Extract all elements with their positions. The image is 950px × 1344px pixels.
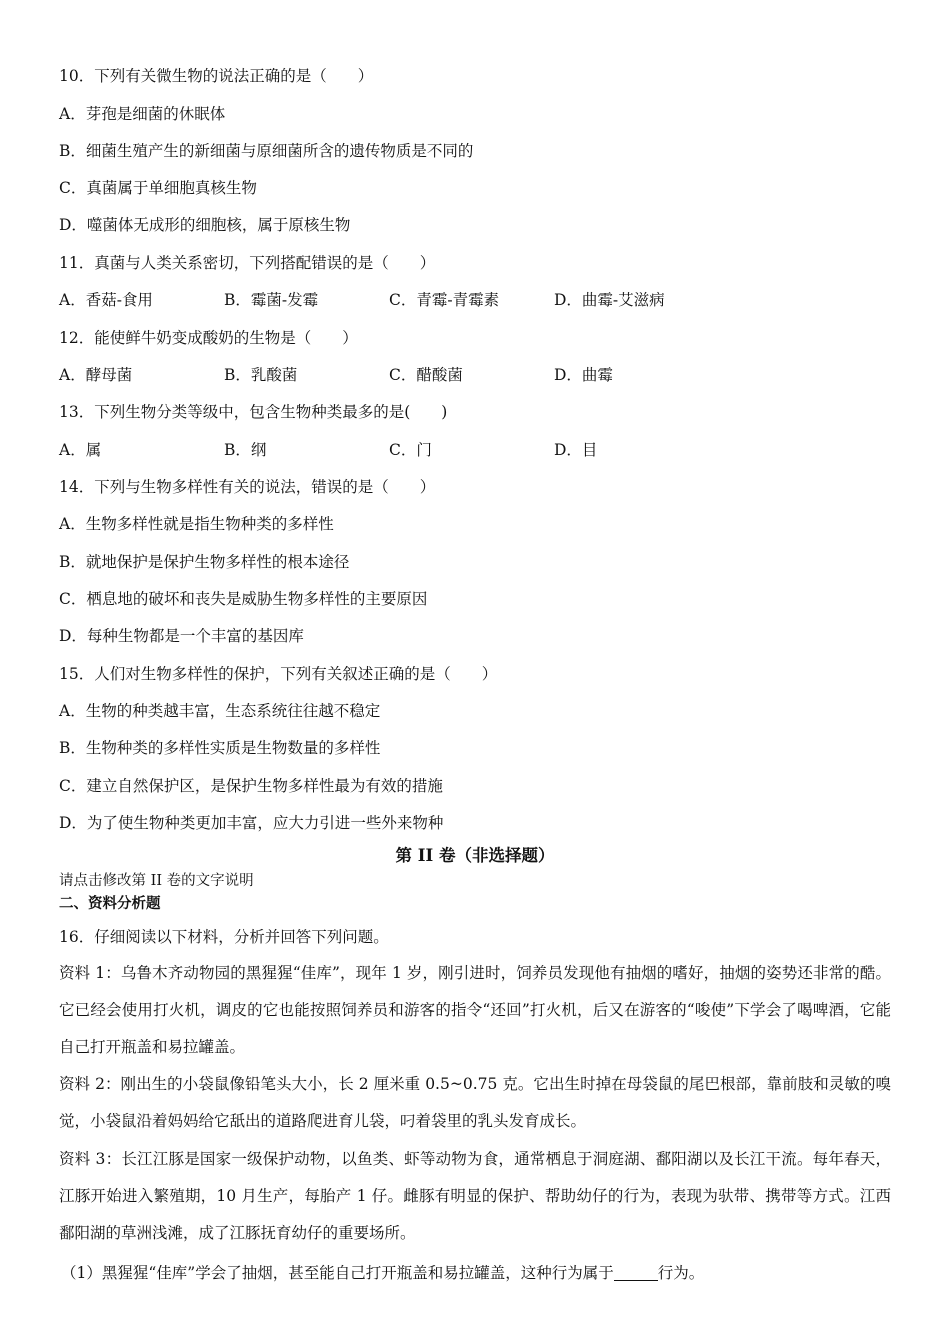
question-12-option-c: C．醋酸菌 bbox=[389, 366, 463, 384]
question-13-option-c: C．门 bbox=[389, 441, 432, 459]
question-15-option-b: B．生物种类的多样性实质是生物数量的多样性 bbox=[59, 739, 381, 757]
question-12-option-d: D．曲霉 bbox=[554, 366, 613, 384]
question-10-stem: 10．下列有关微生物的说法正确的是（ ） bbox=[59, 67, 374, 85]
part-2-title: 第 II 卷（非选择题） bbox=[395, 846, 555, 865]
question-15-option-d: D．为了使生物种类更加丰富，应大力引进一些外来物种 bbox=[59, 814, 444, 832]
question-10-option-b: B．细菌生殖产生的新细菌与原细菌所含的遗传物质是不同的 bbox=[59, 142, 474, 160]
question-11-option-c: C．青霉-青霉素 bbox=[389, 291, 500, 309]
question-14-option-a: A．生物多样性就是指生物种类的多样性 bbox=[59, 515, 334, 533]
question-15-stem: 15．人们对生物多样性的保护，下列有关叙述正确的是（ ） bbox=[59, 665, 498, 683]
question-13-option-a: A．属 bbox=[59, 441, 102, 459]
question-16-stem: 16．仔细阅读以下材料，分析并回答下列问题。 bbox=[59, 928, 389, 946]
question-12-options bbox=[59, 365, 899, 385]
question-11-option-a: A．香菇-食用 bbox=[59, 291, 153, 309]
question-10-option-d: D．噬菌体无成形的细胞核，属于原核生物 bbox=[59, 216, 351, 234]
part-2-note: 请点击修改第 II 卷的文字说明 bbox=[59, 873, 254, 889]
question-11-stem: 11．真菌与人类关系密切，下列搭配错误的是（ ） bbox=[59, 254, 436, 272]
material-2: 资料 2：刚出生的小袋鼠像铅笔头大小，长 2 厘米重 0.5~0.75 克。它出生时掉在母袋鼠的尾巴根部，靠前肢和灵敏的嗅觉，小袋鼠沿着妈妈给它舐出的道路爬进育儿袋，叼着袋里的乳头发育成长。 bbox=[59, 1075, 891, 1130]
question-12-option-b: B．乳酸菌 bbox=[224, 366, 298, 384]
subquestion-1-text: （1）黑猩猩“佳库”学会了抽烟，甚至能自己打开瓶盖和易拉罐盖，这种行为属于 bbox=[61, 1264, 614, 1282]
question-13-option-b: B．纲 bbox=[224, 441, 267, 459]
question-15-option-a: A．生物的种类越丰富，生态系统往往越不稳定 bbox=[59, 702, 381, 720]
question-11-option-d: D．曲霉-艾滋病 bbox=[554, 291, 665, 309]
question-13-stem: 13．下列生物分类等级中，包含生物种类最多的是( ) bbox=[59, 403, 448, 421]
question-12-option-a: A．酵母菌 bbox=[59, 366, 133, 384]
question-11-option-b: B．霉菌-发霉 bbox=[224, 291, 319, 309]
question-10-option-a: A．芽孢是细菌的休眠体 bbox=[59, 105, 226, 123]
answer-blank[interactable] bbox=[614, 1266, 658, 1281]
question-14-stem: 14．下列与生物多样性有关的说法，错误的是（ ） bbox=[59, 478, 436, 496]
subquestion-1 bbox=[61, 1263, 704, 1283]
question-15-option-c: C．建立自然保护区，是保护生物多样性最为有效的措施 bbox=[59, 777, 443, 795]
material-1: 资料 1：乌鲁木齐动物园的黑猩猩“佳库”，现年 1 岁，刚引进时，饲养员发现他有抽烟的嗜好，抽烟的姿势还非常的酷。它已经会使用打火机，调皮的它也能按照饲养员和游客的指令“还回”打火机，后又在游客的“唆使”下学会了喝啤酒，它能自己打开瓶盖和易拉罐盖。 bbox=[59, 964, 891, 1056]
subquestion-1-suffix: 行为。 bbox=[657, 1264, 705, 1282]
question-14-option-c: C．栖息地的破坏和丧失是威胁生物多样性的主要原因 bbox=[59, 590, 428, 608]
question-13-options bbox=[59, 440, 899, 460]
question-12-stem: 12．能使鲜牛奶变成酸奶的生物是（ ） bbox=[59, 329, 358, 347]
question-10-option-c: C．真菌属于单细胞真核生物 bbox=[59, 179, 257, 197]
question-11-options bbox=[59, 290, 899, 310]
section-heading: 二、资料分析题 bbox=[59, 895, 161, 912]
question-13-option-d: D．目 bbox=[554, 441, 598, 459]
question-14-option-b: B．就地保护是保护生物多样性的根本途径 bbox=[59, 553, 350, 571]
question-14-option-d: D．每种生物都是一个丰富的基因库 bbox=[59, 627, 304, 645]
material-3: 资料 3：长江江豚是国家一级保护动物，以鱼类、虾等动物为食，通常栖息于洞庭湖、鄱阳湖以及长江干流。每年春天，江豚开始进入繁殖期，10 月生产，每胎产 1 仔。雌豚有明显的保护、帮助幼仔的行为，表现为驮带、携带等方式。江西鄱阳湖的草洲浅滩，成了江豚抚育幼仔的重要场所。 bbox=[59, 1150, 891, 1242]
